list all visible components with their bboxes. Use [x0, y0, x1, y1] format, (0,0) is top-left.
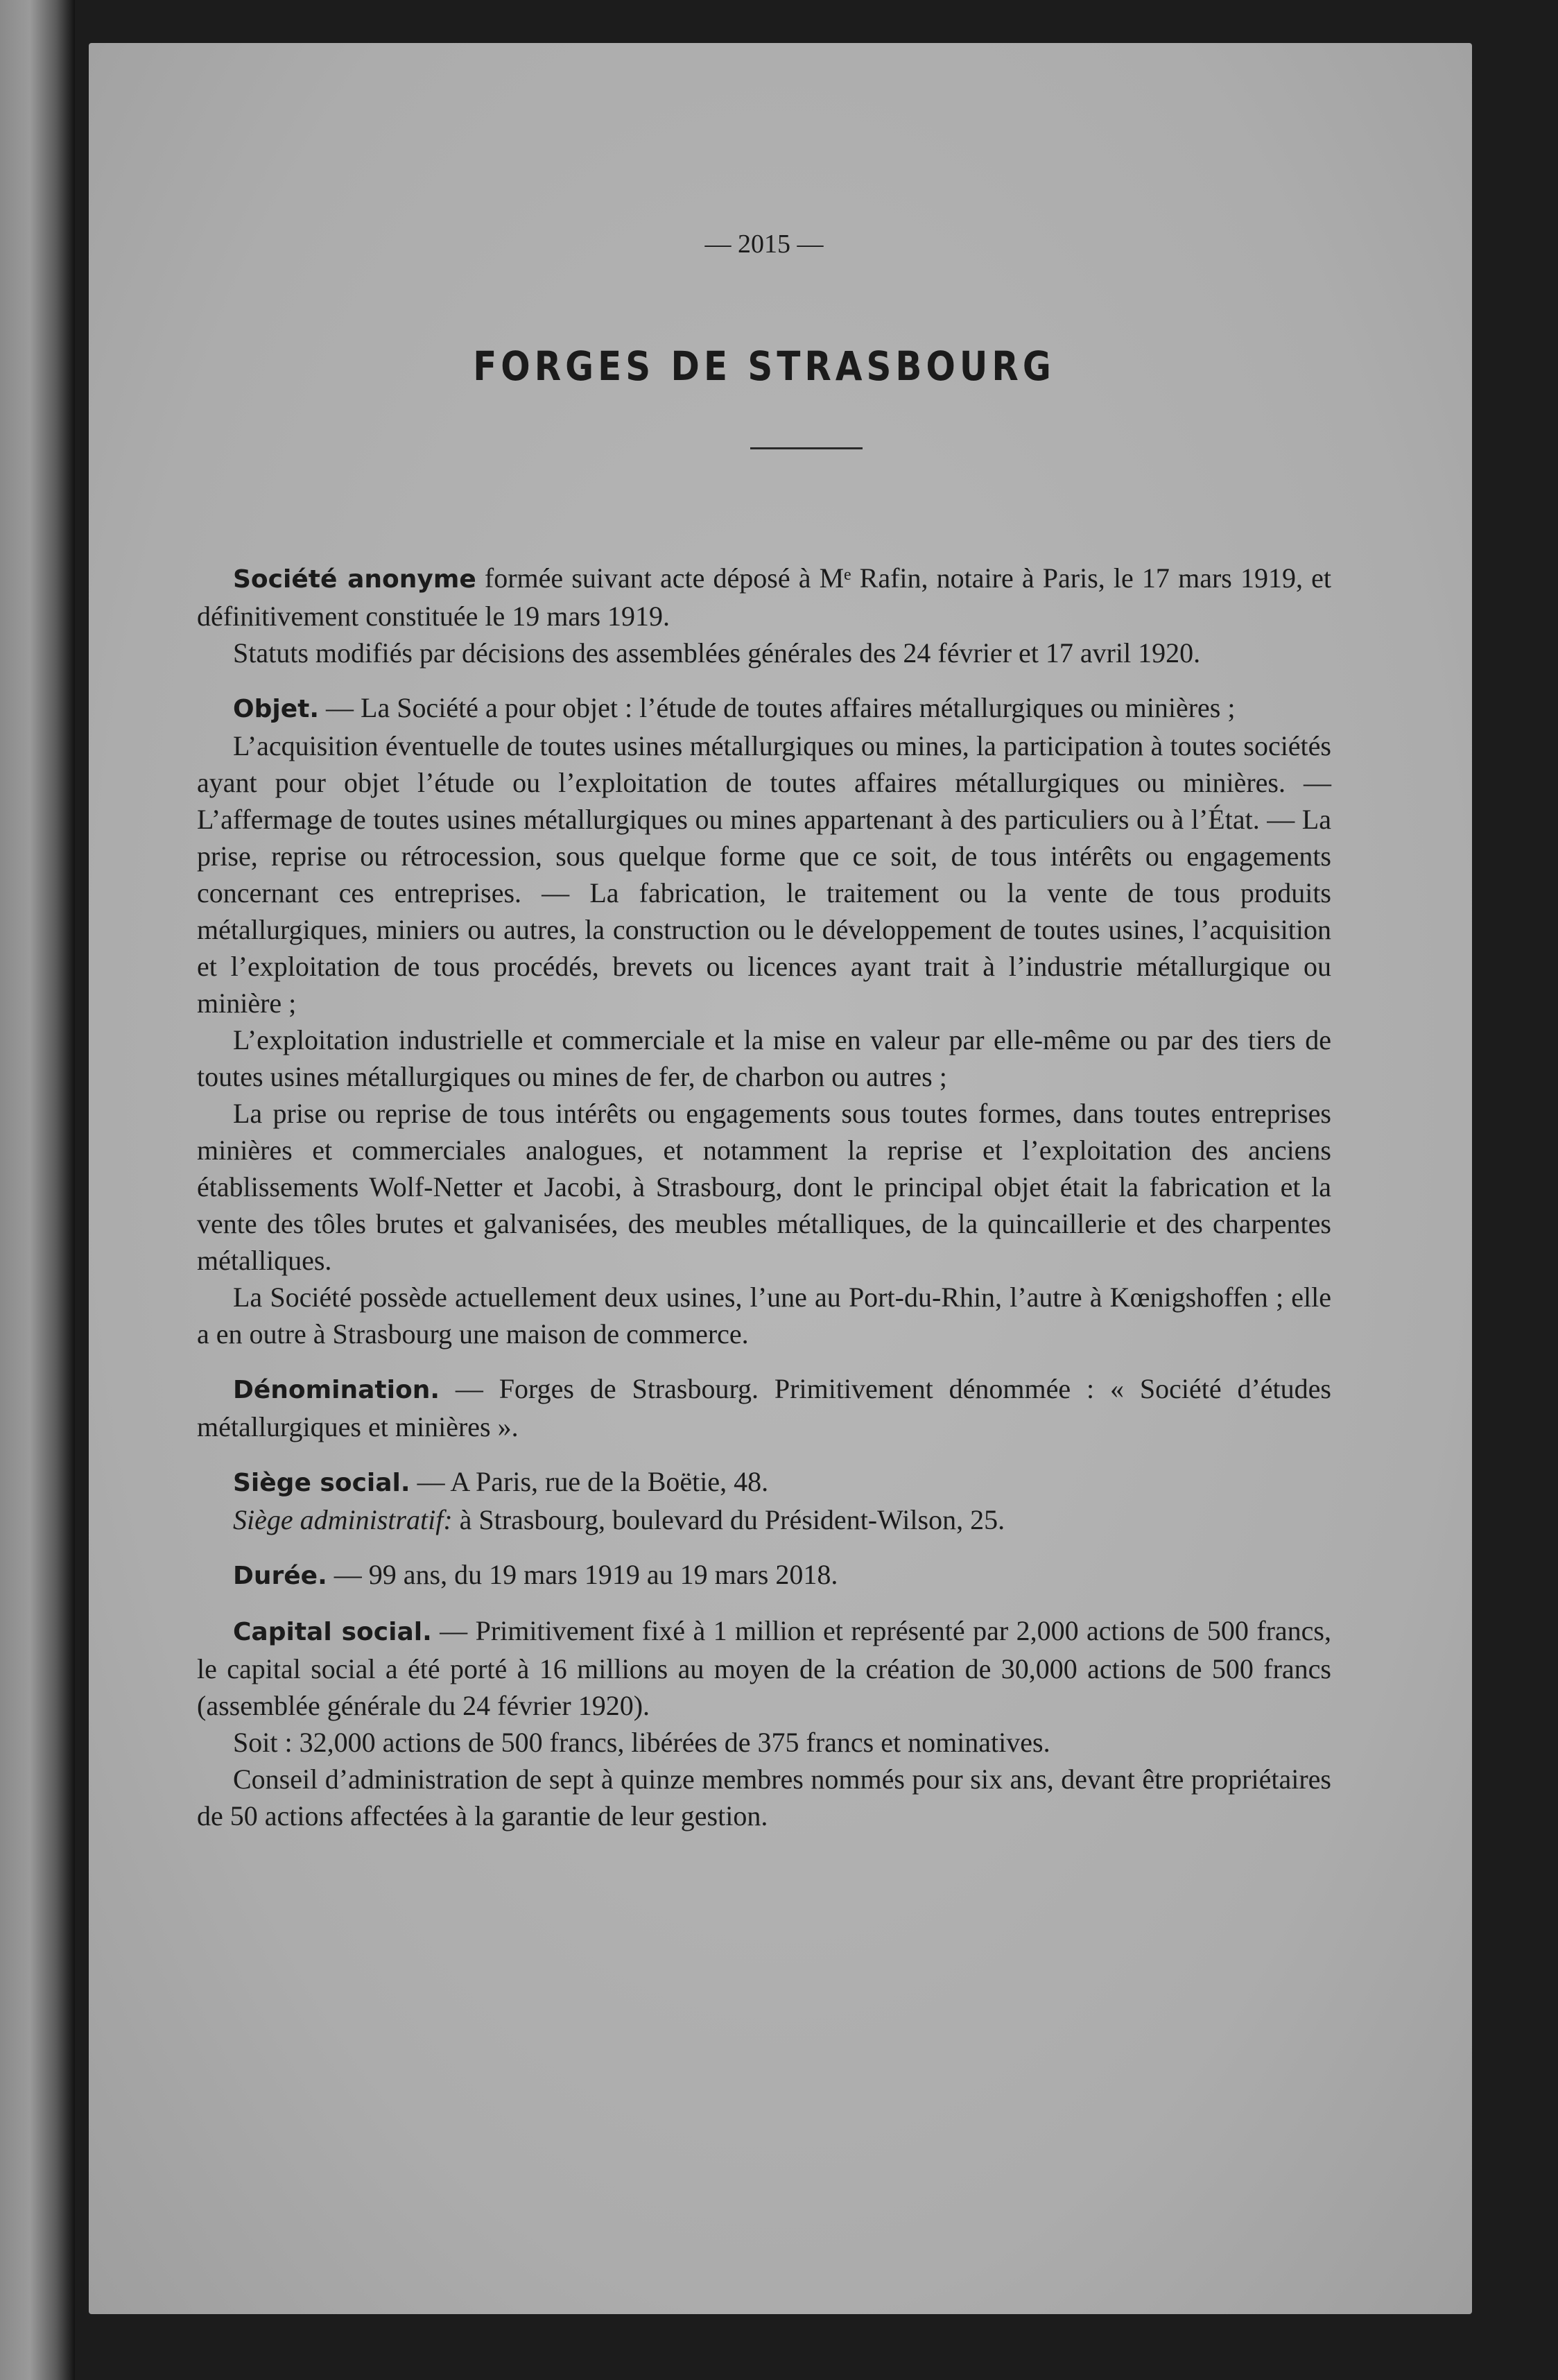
- body-text: [197, 560, 1331, 1834]
- paragraph-duree: [197, 1556, 1331, 1594]
- paragraph-text: — La Société a pour objet : l’étude de toutes affaires métallurgiques ou minières ;: [319, 692, 1236, 723]
- paragraph-subheading: Siège administratif:: [233, 1504, 453, 1535]
- paragraph-capital: [197, 1612, 1331, 1724]
- paragraph-siege-administratif: [197, 1501, 1331, 1538]
- paragraph-text: La Société possède actuellement deux usines, l’une au Port-du-Rhin, l’autre à Kœnigshoffen ; elle a en outre à Strasbourg une maison de commerce.: [197, 1282, 1331, 1349]
- paragraph-text: L’acquisition éventuelle de toutes usines métallurgiques ou mines, la participation à toutes sociétés ayant pour objet l’étude ou l’exploitation de toutes affaires métallurgiques ou minières. — L’affermage de toutes usines métallurgiques ou mines appartenant à des particuliers ou à l’État. — La prise, reprise ou rétrocession, sous quelque forme que ce soit, de tous intérêts ou engagements concernant ces entreprises. — La fabrication, le traitement ou la vente de tous produits métallurgiques, miniers ou autres, la construction ou le développement de toutes usines, l’acquisition et l’exploitation de tous procédés, brevets ou licences ayant trait à l’industrie métallurgique ou minière ;: [197, 730, 1331, 1019]
- title-divider: [750, 447, 863, 449]
- page-title: FORGES DE STRASBOURG: [473, 343, 1055, 390]
- paragraph-text: formée suivant acte déposé à Mᵉ Rafin, notaire à Paris, le 17 mars 1919, et définitivement constituée le 19 mars 1919.: [197, 562, 1332, 632]
- scanned-page: [89, 43, 1472, 2314]
- adjacent-page-edge: [0, 0, 75, 2380]
- paragraph-heading: Dénomination.: [233, 1376, 440, 1404]
- paragraph-prise: [197, 1095, 1331, 1279]
- paragraph-heading: Durée.: [233, 1562, 327, 1590]
- paragraph-text: — A Paris, rue de la Boëtie, 48.: [410, 1466, 769, 1497]
- paragraph-acquisition: [197, 727, 1331, 1021]
- paragraph-exploitation: [197, 1021, 1331, 1095]
- paragraph-heading: Capital social.: [233, 1618, 432, 1646]
- paragraph-text: L’exploitation industrielle et commerciale et la mise en valeur par elle-même ou par des tiers de toutes usines métallurgiques ou mines de fer, de charbon ou autres ;: [197, 1024, 1331, 1092]
- paragraph-text: — Primitivement fixé à 1 million et représenté par 2,000 actions de 500 francs, le capital social a été porté à 16 millions au moyen de la création de 30,000 actions de 500 francs (assemblée générale du 24 février 1920).: [197, 1615, 1331, 1721]
- paragraph-conseil: [197, 1761, 1331, 1834]
- paragraph-text: — 99 ans, du 19 mars 1919 au 19 mars 2018.: [327, 1559, 838, 1590]
- paragraph-text: La prise ou reprise de tous intérêts ou engagements sous toutes formes, dans toutes entreprises minières et commerciales analogues, et notamment la reprise et l’exploitation des anciens établissements Wolf-Netter et Jacobi, à Strasbourg, dont le principal objet était la fabrication et la vente des tôles brutes et galvanisées, des meubles métalliques, de la quincaillerie et des charpentes métalliques.: [197, 1098, 1331, 1276]
- paragraph-statuts: [197, 635, 1331, 671]
- paragraph-usines: [197, 1279, 1331, 1352]
- paragraph-text: Soit : 32,000 actions de 500 francs, libérées de 375 francs et nominatives.: [233, 1727, 1050, 1758]
- paragraph-heading: Société anonyme: [233, 565, 476, 594]
- paragraph-text: Statuts modifiés par décisions des assemblées générales des 24 février et 17 avril 1920.: [233, 637, 1201, 669]
- paragraph-text: Conseil d’administration de sept à quinze membres nommés pour six ans, devant être propriétaires de 50 actions affectées à la garantie de leur gestion.: [197, 1764, 1331, 1831]
- paragraph-denomination: [197, 1370, 1331, 1445]
- paragraph-objet: [197, 689, 1331, 727]
- paragraph-actions: [197, 1724, 1331, 1761]
- paragraph-heading: Objet.: [233, 695, 320, 723]
- page-number: — 2015 —: [704, 230, 824, 259]
- paragraph-text: — Forges de Strasbourg. Primitivement dénommée : « Société d’études métallurgiques et minières ».: [197, 1373, 1331, 1442]
- paragraph-heading: Siège social.: [233, 1469, 410, 1497]
- paragraph-siege: [197, 1463, 1331, 1501]
- paragraph-text: à Strasbourg, boulevard du Président-Wilson, 25.: [452, 1504, 1005, 1535]
- paragraph-societe: [197, 560, 1331, 635]
